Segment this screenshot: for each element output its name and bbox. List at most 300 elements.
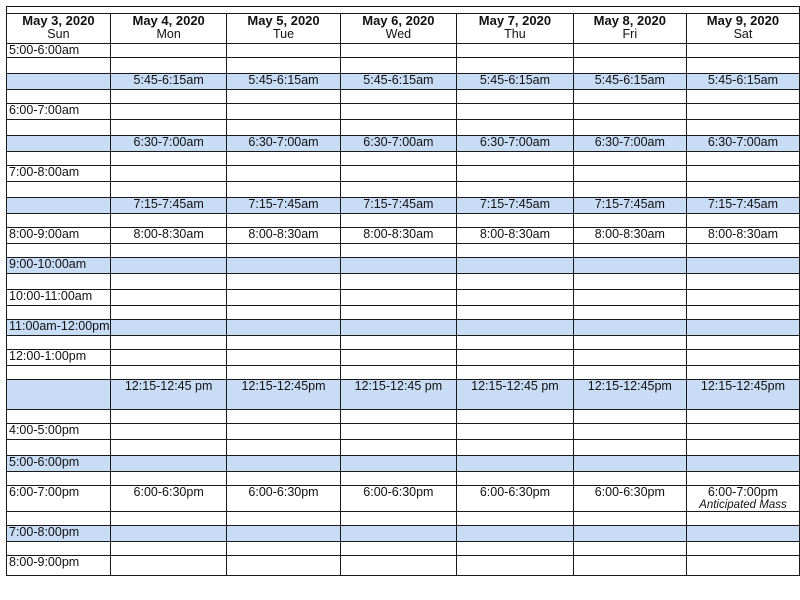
time-slot-cell bbox=[7, 258, 111, 274]
mass-time-cell bbox=[573, 410, 686, 424]
mass-time-cell bbox=[110, 290, 227, 306]
table-row bbox=[7, 336, 800, 350]
time-slot-cell bbox=[7, 90, 111, 104]
table-row bbox=[7, 198, 800, 214]
mass-time-cell bbox=[686, 120, 799, 136]
mass-time-cell bbox=[457, 104, 574, 120]
time-slot-cell bbox=[7, 424, 111, 440]
day-header-mon: May 4, 2020 Mon bbox=[110, 14, 227, 44]
table-row bbox=[7, 44, 800, 58]
mass-time-cell bbox=[227, 258, 340, 274]
mass-time-cell bbox=[110, 152, 227, 166]
mass-time-cell bbox=[457, 120, 574, 136]
mass-time-cell bbox=[686, 440, 799, 456]
cell-text: 5:45-6:15am bbox=[363, 73, 434, 87]
mass-time-cell bbox=[340, 136, 457, 152]
mass-time-cell bbox=[340, 512, 457, 526]
cell-text: 6:00-7:00pm bbox=[9, 485, 80, 499]
mass-time-cell bbox=[227, 74, 340, 90]
mass-time-cell bbox=[227, 228, 340, 244]
mass-time-cell bbox=[110, 258, 227, 274]
mass-time-cell bbox=[686, 74, 799, 90]
cell-text: 7:15-7:45am bbox=[479, 197, 551, 211]
mass-time-cell bbox=[340, 306, 457, 320]
mass-time-cell bbox=[686, 336, 799, 350]
mass-time-cell bbox=[227, 542, 340, 556]
cell-text: 8:00-8:30am bbox=[707, 227, 779, 241]
mass-time-cell bbox=[110, 182, 227, 198]
mass-time-cell bbox=[340, 58, 457, 74]
mass-time-cell bbox=[573, 120, 686, 136]
mass-time-cell bbox=[227, 424, 340, 440]
table-row bbox=[7, 526, 800, 542]
mass-time-cell bbox=[227, 456, 340, 472]
mass-time-cell bbox=[686, 228, 799, 244]
mass-time-cell bbox=[573, 472, 686, 486]
cell-text: 5:45-6:15am bbox=[133, 73, 204, 87]
mass-time-cell bbox=[686, 244, 799, 258]
mass-time-cell bbox=[686, 526, 799, 542]
mass-time-cell bbox=[686, 290, 799, 306]
mass-time-cell bbox=[227, 90, 340, 104]
time-slot-cell bbox=[7, 556, 111, 576]
mass-time-cell bbox=[110, 228, 227, 244]
mass-time-cell bbox=[573, 198, 686, 214]
cell-text: 12:15-12:45 pm bbox=[471, 379, 559, 393]
mass-time-cell bbox=[686, 274, 799, 290]
table-row bbox=[7, 440, 800, 456]
mass-time-cell bbox=[227, 198, 340, 214]
day-header-thu: May 7, 2020 Thu bbox=[457, 14, 574, 44]
mass-time-cell bbox=[457, 472, 574, 486]
mass-time-cell bbox=[457, 320, 574, 336]
mass-time-cell bbox=[110, 120, 227, 136]
mass-time-cell bbox=[340, 120, 457, 136]
mass-time-cell bbox=[686, 152, 799, 166]
cell-text: 8:00-8:30am bbox=[479, 227, 551, 241]
mass-time-cell bbox=[110, 380, 227, 410]
mass-time-cell bbox=[573, 58, 686, 74]
mass-time-cell bbox=[573, 336, 686, 350]
mass-time-cell bbox=[227, 244, 340, 258]
mass-time-cell bbox=[227, 366, 340, 380]
mass-time-cell bbox=[686, 258, 799, 274]
table-row bbox=[7, 320, 800, 336]
cell-text: 8:00-8:30am bbox=[363, 227, 434, 241]
mass-time-cell bbox=[573, 274, 686, 290]
mass-time-cell bbox=[340, 350, 457, 366]
time-slot-cell bbox=[7, 306, 111, 320]
day-header-fri: May 8, 2020 Fri bbox=[573, 14, 686, 44]
mass-time-cell bbox=[227, 440, 340, 456]
mass-time-cell bbox=[686, 306, 799, 320]
mass-time-cell bbox=[573, 456, 686, 472]
mass-time-cell bbox=[686, 136, 799, 152]
mass-time-cell bbox=[110, 336, 227, 350]
table-row bbox=[7, 512, 800, 526]
cell-text: 12:15-12:45 pm bbox=[354, 379, 443, 393]
cell-text: 7:15-7:45am bbox=[594, 197, 665, 211]
cell-text: 7:00-8:00pm bbox=[9, 525, 80, 539]
mass-time-cell bbox=[110, 472, 227, 486]
mass-time-cell bbox=[573, 44, 686, 58]
mass-time-cell bbox=[110, 74, 227, 90]
time-slot-cell bbox=[7, 182, 111, 198]
mass-time-cell bbox=[340, 274, 457, 290]
mass-time-cell bbox=[110, 526, 227, 542]
mass-time-cell bbox=[340, 44, 457, 58]
cell-text: 8:00-8:30am bbox=[594, 227, 665, 241]
mass-time-cell bbox=[110, 512, 227, 526]
mass-time-cell bbox=[110, 104, 227, 120]
mass-time-cell bbox=[686, 512, 799, 526]
mass-time-cell bbox=[227, 320, 340, 336]
cell-text: 7:15-7:45am bbox=[133, 197, 204, 211]
time-slot-cell bbox=[7, 512, 111, 526]
time-slot-cell bbox=[7, 214, 111, 228]
table-row bbox=[7, 166, 800, 182]
mass-time-cell bbox=[340, 214, 457, 228]
mass-time-cell bbox=[227, 512, 340, 526]
cell-text: 9:00-10:00am bbox=[9, 257, 87, 271]
mass-time-cell bbox=[110, 90, 227, 104]
mass-time-cell bbox=[227, 526, 340, 542]
time-slot-cell bbox=[7, 290, 111, 306]
mass-time-cell bbox=[573, 320, 686, 336]
mass-time-cell bbox=[110, 274, 227, 290]
cell-text: 6:00-7:00am bbox=[9, 103, 80, 117]
mass-time-cell bbox=[340, 258, 457, 274]
mass-time-cell bbox=[457, 440, 574, 456]
cell-text: 5:45-6:15am bbox=[479, 73, 551, 87]
cell-text: 5:00-6:00am bbox=[9, 43, 80, 57]
mass-time-cell bbox=[110, 456, 227, 472]
mass-time-cell bbox=[686, 320, 799, 336]
mass-time-cell bbox=[227, 182, 340, 198]
mass-time-cell bbox=[457, 526, 574, 542]
cell-text: 12:00-1:00pm bbox=[9, 349, 87, 363]
mass-time-cell bbox=[686, 44, 799, 58]
mass-time-cell bbox=[340, 320, 457, 336]
mass-time-cell bbox=[686, 472, 799, 486]
mass-time-cell bbox=[227, 350, 340, 366]
table-row bbox=[7, 410, 800, 424]
table-row bbox=[7, 366, 800, 380]
time-slot-cell bbox=[7, 380, 111, 410]
day-header-sat: May 9, 2020 Sat bbox=[686, 14, 799, 44]
mass-time-cell bbox=[110, 424, 227, 440]
mass-time-cell bbox=[227, 274, 340, 290]
cell-text: 4:00-5:00pm bbox=[9, 423, 80, 437]
table-row bbox=[7, 556, 800, 576]
mass-time-cell bbox=[457, 512, 574, 526]
mass-time-cell bbox=[110, 214, 227, 228]
cell-text: 5:45-6:15am bbox=[594, 73, 665, 87]
time-slot-cell bbox=[7, 456, 111, 472]
time-slot-cell bbox=[7, 44, 111, 58]
mass-time-cell bbox=[340, 366, 457, 380]
time-slot-cell bbox=[7, 228, 111, 244]
cell-text: 6:30-7:00am bbox=[594, 135, 665, 149]
mass-time-cell bbox=[686, 424, 799, 440]
mass-time-cell bbox=[457, 152, 574, 166]
time-slot-cell bbox=[7, 198, 111, 214]
mass-time-cell bbox=[457, 258, 574, 274]
time-slot-cell bbox=[7, 542, 111, 556]
mass-time-cell bbox=[227, 336, 340, 350]
mass-time-cell bbox=[457, 410, 574, 424]
mass-time-cell bbox=[457, 44, 574, 58]
cell-text: 6:00-7:00pm bbox=[707, 485, 779, 499]
table-row bbox=[7, 424, 800, 440]
mass-time-cell bbox=[686, 542, 799, 556]
mass-time-cell bbox=[110, 136, 227, 152]
mass-time-cell bbox=[110, 350, 227, 366]
mass-time-cell bbox=[686, 350, 799, 366]
mass-time-cell bbox=[110, 486, 227, 512]
mass-time-cell bbox=[227, 152, 340, 166]
mass-time-cell bbox=[573, 104, 686, 120]
mass-time-cell bbox=[340, 542, 457, 556]
mass-time-cell bbox=[457, 274, 574, 290]
cell-text: 6:30-7:00am bbox=[363, 135, 434, 149]
table-row bbox=[7, 182, 800, 198]
mass-time-cell bbox=[110, 198, 227, 214]
mass-time-cell bbox=[340, 166, 457, 182]
mass-time-cell bbox=[227, 136, 340, 152]
header-row bbox=[7, 14, 800, 44]
cell-text: 12:15-12:45pm bbox=[700, 379, 785, 393]
mass-time-cell bbox=[573, 244, 686, 258]
mass-time-cell bbox=[573, 542, 686, 556]
time-slot-cell bbox=[7, 152, 111, 166]
mass-time-cell bbox=[573, 182, 686, 198]
cell-text: 8:00-9:00pm bbox=[9, 555, 80, 569]
mass-time-cell bbox=[573, 556, 686, 576]
table-row bbox=[7, 120, 800, 136]
mass-time-cell bbox=[110, 542, 227, 556]
table-row bbox=[7, 542, 800, 556]
mass-time-cell bbox=[457, 336, 574, 350]
time-slot-cell bbox=[7, 136, 111, 152]
mass-time-cell bbox=[573, 258, 686, 274]
schedule-body bbox=[7, 44, 800, 576]
mass-time-cell bbox=[686, 380, 799, 410]
day-header-wed: May 6, 2020 Wed bbox=[340, 14, 457, 44]
mass-time-cell bbox=[686, 214, 799, 228]
mass-time-cell bbox=[110, 410, 227, 424]
mass-time-cell bbox=[457, 166, 574, 182]
mass-time-cell bbox=[227, 380, 340, 410]
cell-text: 12:15-12:45pm bbox=[241, 379, 326, 393]
mass-time-cell bbox=[110, 306, 227, 320]
time-slot-cell bbox=[7, 74, 111, 90]
cell-text: 7:15-7:45am bbox=[363, 197, 434, 211]
mass-time-cell bbox=[573, 290, 686, 306]
cell-text: 6:00-6:30pm bbox=[479, 485, 551, 499]
mass-time-cell bbox=[227, 120, 340, 136]
cell-text: 6:30-7:00am bbox=[479, 135, 551, 149]
mass-time-cell bbox=[457, 182, 574, 198]
mass-time-cell bbox=[686, 58, 799, 74]
time-slot-cell bbox=[7, 166, 111, 182]
mass-time-cell bbox=[457, 244, 574, 258]
cell-text: 12:15-12:45pm bbox=[587, 379, 672, 393]
mass-time-cell bbox=[573, 228, 686, 244]
cell-text: 8:00-8:30am bbox=[248, 227, 319, 241]
cell-text: 5:45-6:15am bbox=[707, 73, 779, 87]
mass-time-cell bbox=[457, 350, 574, 366]
time-slot-cell bbox=[7, 366, 111, 380]
mass-time-cell bbox=[573, 152, 686, 166]
mass-time-cell bbox=[340, 228, 457, 244]
mass-time-cell bbox=[457, 58, 574, 74]
mass-time-cell bbox=[227, 104, 340, 120]
mass-time-cell bbox=[573, 166, 686, 182]
mass-time-cell bbox=[110, 44, 227, 58]
table-row bbox=[7, 136, 800, 152]
mass-time-cell bbox=[686, 456, 799, 472]
mass-time-cell bbox=[573, 424, 686, 440]
cell-text: 11:00am-12:00pm bbox=[9, 319, 110, 333]
mass-time-cell bbox=[340, 74, 457, 90]
anticipated-mass-note: Anticipated Mass bbox=[699, 499, 787, 511]
mass-time-cell bbox=[227, 410, 340, 424]
mass-time-cell bbox=[340, 486, 457, 512]
table-row bbox=[7, 274, 800, 290]
mass-time-cell bbox=[686, 556, 799, 576]
table-row bbox=[7, 380, 800, 410]
mass-time-cell bbox=[457, 556, 574, 576]
table-row bbox=[7, 258, 800, 274]
mass-time-cell bbox=[340, 456, 457, 472]
table-row bbox=[7, 228, 800, 244]
mass-time-cell bbox=[573, 306, 686, 320]
mass-time-cell bbox=[686, 104, 799, 120]
mass-time-cell bbox=[227, 44, 340, 58]
mass-time-cell bbox=[686, 182, 799, 198]
mass-time-cell bbox=[340, 198, 457, 214]
table-row bbox=[7, 74, 800, 90]
time-slot-cell bbox=[7, 472, 111, 486]
mass-time-cell bbox=[340, 290, 457, 306]
mass-time-cell bbox=[340, 152, 457, 166]
mass-time-cell bbox=[573, 90, 686, 104]
mass-time-cell bbox=[227, 306, 340, 320]
cell-text: 7:15-7:45am bbox=[248, 197, 319, 211]
mass-time-cell bbox=[340, 336, 457, 350]
time-slot-cell bbox=[7, 320, 111, 336]
day-header-sun: May 3, 2020 Sun bbox=[7, 14, 111, 44]
table-row bbox=[7, 214, 800, 228]
mass-time-cell bbox=[686, 198, 799, 214]
time-slot-cell bbox=[7, 526, 111, 542]
mass-time-cell bbox=[340, 424, 457, 440]
time-slot-cell bbox=[7, 120, 111, 136]
mass-time-cell bbox=[110, 440, 227, 456]
cell-text: 8:00-8:30am bbox=[133, 227, 204, 241]
table-row bbox=[7, 472, 800, 486]
table-row bbox=[7, 58, 800, 74]
table-top-rule bbox=[7, 7, 800, 14]
mass-time-cell bbox=[340, 556, 457, 576]
mass-time-cell bbox=[457, 380, 574, 410]
cell-text: 5:45-6:15am bbox=[248, 73, 319, 87]
mass-time-cell bbox=[340, 410, 457, 424]
mass-time-cell bbox=[573, 350, 686, 366]
time-slot-cell bbox=[7, 440, 111, 456]
mass-time-cell bbox=[227, 166, 340, 182]
time-slot-cell bbox=[7, 58, 111, 74]
mass-time-cell bbox=[340, 244, 457, 258]
time-slot-cell bbox=[7, 486, 111, 512]
cell-text: 6:30-7:00am bbox=[248, 135, 319, 149]
table-row bbox=[7, 306, 800, 320]
mass-time-cell bbox=[227, 486, 340, 512]
time-slot-cell bbox=[7, 244, 111, 258]
mass-time-cell bbox=[686, 366, 799, 380]
cell-text: 6:00-6:30pm bbox=[133, 485, 204, 499]
table-row bbox=[7, 152, 800, 166]
mass-time-cell bbox=[457, 198, 574, 214]
mass-time-cell bbox=[340, 472, 457, 486]
cell-text: 6:00-6:30pm bbox=[248, 485, 319, 499]
cell-text: 8:00-9:00am bbox=[9, 227, 80, 241]
mass-time-cell bbox=[457, 214, 574, 228]
table-row bbox=[7, 350, 800, 366]
mass-time-cell bbox=[686, 166, 799, 182]
mass-time-cell bbox=[340, 90, 457, 104]
mass-time-cell bbox=[457, 228, 574, 244]
mass-time-cell bbox=[573, 366, 686, 380]
mass-time-cell bbox=[340, 440, 457, 456]
table-row bbox=[7, 486, 800, 512]
mass-time-cell bbox=[573, 380, 686, 410]
mass-time-cell bbox=[340, 380, 457, 410]
cell-text: 12:15-12:45 pm bbox=[124, 379, 213, 393]
table-row bbox=[7, 104, 800, 120]
mass-time-cell bbox=[573, 440, 686, 456]
cell-text: 7:00-8:00am bbox=[9, 165, 80, 179]
mass-time-cell bbox=[457, 542, 574, 556]
mass-time-cell bbox=[686, 486, 799, 512]
mass-time-cell bbox=[457, 424, 574, 440]
mass-time-cell bbox=[573, 74, 686, 90]
mass-time-cell bbox=[457, 306, 574, 320]
mass-time-cell bbox=[686, 410, 799, 424]
time-slot-cell bbox=[7, 336, 111, 350]
table-row bbox=[7, 244, 800, 258]
mass-time-cell bbox=[686, 90, 799, 104]
mass-time-cell bbox=[110, 366, 227, 380]
cell-text: 6:00-6:30pm bbox=[594, 485, 665, 499]
mass-time-cell bbox=[227, 556, 340, 576]
mass-time-cell bbox=[110, 556, 227, 576]
mass-time-cell bbox=[457, 74, 574, 90]
mass-time-cell bbox=[573, 526, 686, 542]
cell-text: 7:15-7:45am bbox=[707, 197, 779, 211]
cell-text: 6:00-6:30pm bbox=[363, 485, 434, 499]
cell-text: 6:30-7:00am bbox=[707, 135, 779, 149]
mass-time-cell bbox=[457, 456, 574, 472]
mass-time-cell bbox=[227, 472, 340, 486]
mass-time-cell bbox=[340, 526, 457, 542]
mass-schedule-table bbox=[6, 6, 800, 576]
mass-time-cell bbox=[457, 290, 574, 306]
mass-time-cell bbox=[110, 166, 227, 182]
time-slot-cell bbox=[7, 104, 111, 120]
mass-time-cell bbox=[110, 58, 227, 74]
